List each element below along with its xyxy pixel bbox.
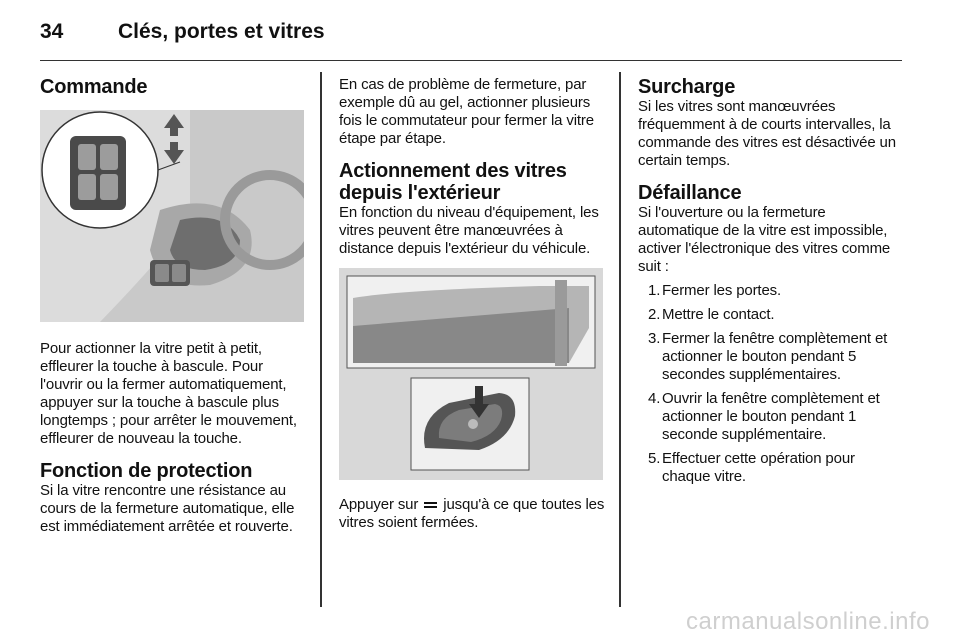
section-heading-surcharge: Surcharge: [638, 76, 736, 98]
section-heading-exterieur: Actionnement des vitres depuis l'extérieur: [339, 160, 567, 204]
chapter-title: Clés, portes et vitres: [118, 20, 325, 43]
list-item: 4. Ouvrir la fenêtre complètement et actionner le bouton pendant 1 seconde supplémentaire.: [648, 390, 880, 443]
paragraph-frost: En cas de problème de fermeture, par exemple dû au gel, actionner plusieurs fois le commutateur pour fermer la vitre étape par étape.: [339, 76, 594, 147]
paragraph-protection: Si la vitre rencontre une résistance au cours de la fermeture automatique, elle est immédiatement arrêtée et rouverte.: [40, 482, 295, 535]
section-heading-protection: Fonction de protection: [40, 460, 253, 482]
section-heading-commande: Commande: [40, 76, 148, 98]
list-item: 1. Fermer les portes.: [648, 282, 781, 299]
page-header: [40, 18, 902, 61]
list-item: 5. Effectuer cette opération pour chaque vitre.: [648, 450, 855, 485]
column-divider-2: [619, 72, 621, 607]
caption-before: Appuyer sur: [339, 496, 419, 513]
paragraph-commande: Pour actionner la vitre petit à petit, effleurer la touche à bascule. Pour l'ouvrir ou la fermer automatiquement, appuyer sur la touche à bascule plus longtemps ; pour arrêter le mouvement, effleurer de nouveau la touche.: [40, 340, 297, 447]
list-item: 3. Fermer la fenêtre complètement et actionner le bouton pendant 5 secondes supplémentaires.: [648, 330, 888, 383]
page-number: 34: [40, 20, 64, 43]
paragraph-defaillance: Si l'ouverture ou la fermeture automatique de la vitre est impossible, activer l'électronique des vitres comme suit :: [638, 204, 891, 275]
column-left: [40, 72, 306, 536]
section-heading-defaillance: Défaillance: [638, 182, 742, 204]
list-item: 2. Mettre le contact.: [648, 306, 775, 323]
car-window-and-key-drawing: [339, 268, 603, 480]
remote-key-illustration: [339, 268, 603, 480]
watermark: carmanualsonline.info: [686, 608, 930, 635]
paragraph-exterieur: En fonction du niveau d'équipement, les vitres peuvent être manœuvrées à distance depuis l'extérieur du véhicule.: [339, 204, 599, 257]
door-switch-drawing: [40, 110, 304, 322]
caption-after: jusqu'à ce que toutes les vitres soient fermées.: [339, 496, 605, 531]
column-middle: [339, 72, 605, 532]
caption-remote: [339, 496, 605, 532]
paragraph-surcharge: Si les vitres sont manœuvrées fréquemment à de courts intervalles, la commande des vitres est désactivée un certain temps.: [638, 98, 896, 169]
window-switch-illustration: [40, 110, 304, 322]
column-divider: [320, 72, 322, 607]
steps-list: [638, 282, 904, 486]
lock-bars-icon: [424, 500, 437, 510]
column-right: [638, 72, 904, 486]
